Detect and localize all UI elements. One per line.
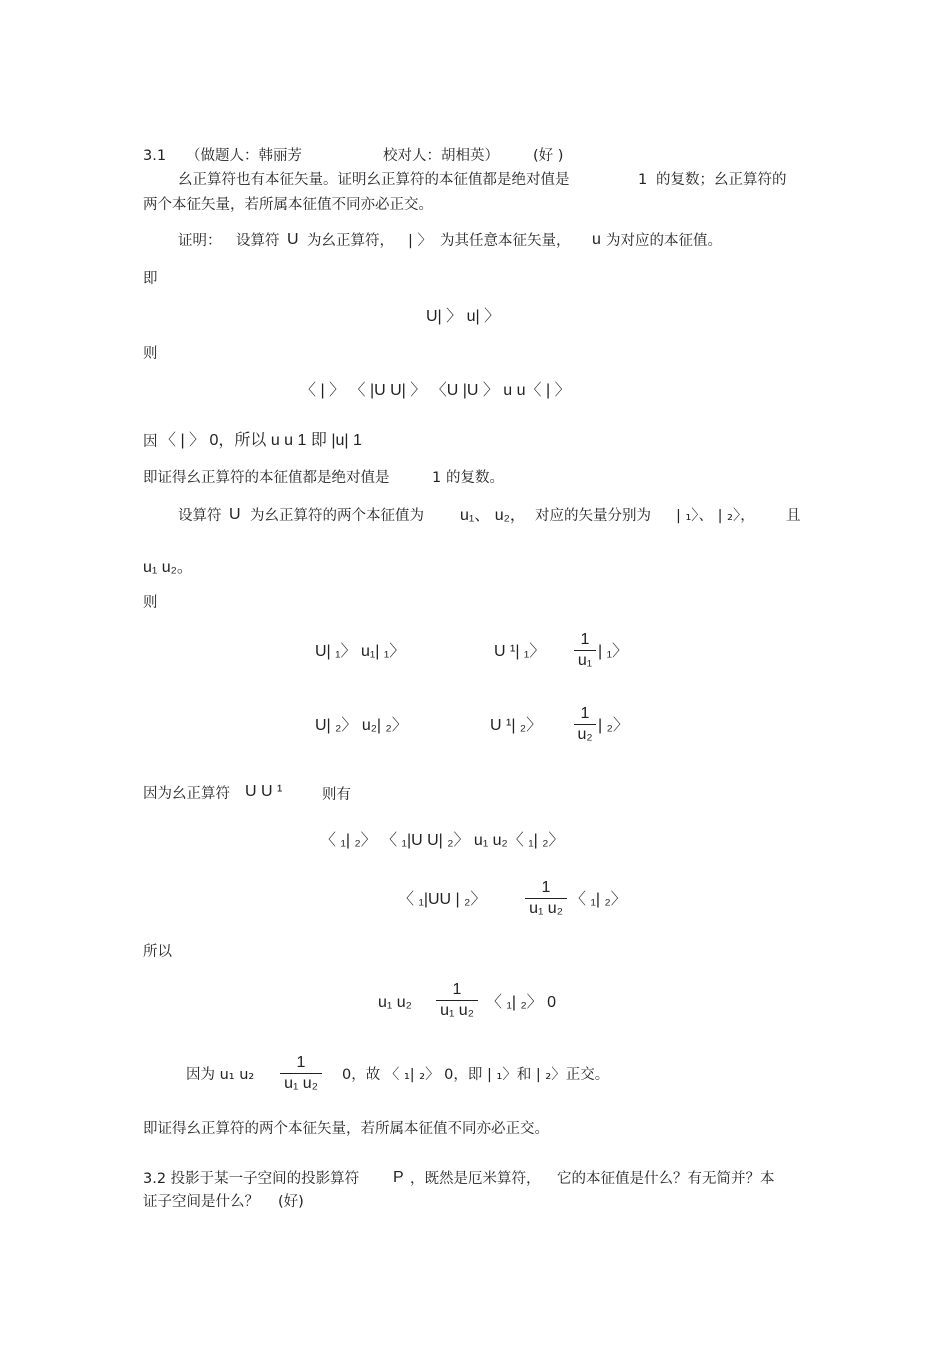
fraction-3: 1 u₁ u₂	[525, 878, 567, 919]
proof-text-d: 为对应的本征值。	[606, 233, 722, 249]
fraction-2: 1 u₂	[574, 704, 596, 745]
label-ji: 即	[143, 271, 158, 287]
equation-5-left: u₁ u₂	[378, 994, 412, 1011]
problem-text-b: 的复数；幺正算符的	[656, 172, 787, 188]
proof-text-b: 为幺正算符，	[307, 233, 394, 249]
set-text-a: 设算符	[178, 508, 222, 524]
conclusion-1a: 即证得幺正算符的本征值都是绝对值是	[143, 470, 390, 486]
set-eigenvalues: u₁、 u₂，	[460, 507, 526, 524]
because2-text-b: 0，故 〈 ₁| ₂〉 0，即 | ₁〉和 | ₂〉正交。	[342, 1067, 610, 1083]
q32-operator-P: P	[393, 1169, 404, 1186]
set-text-b: 为幺正算符的两个本征值为	[250, 508, 424, 524]
eigen-eq-2: U| ₂〉 u₂| ₂〉	[315, 717, 408, 734]
set-text-c: 对应的矢量分别为	[535, 508, 651, 524]
equation-eigen: U| 〉 u| 〉	[426, 308, 501, 325]
conclusion-1b: 的复数。	[446, 470, 504, 486]
because-text-b: 则有	[322, 787, 351, 803]
inequality: u₁ u₂。	[143, 559, 193, 576]
label-ze: 则	[143, 346, 158, 362]
operator-U: U	[287, 231, 299, 248]
problem-text-one: 1	[638, 172, 648, 188]
q32-rating: (好)	[278, 1194, 304, 1210]
problem-text-c: 两个本征矢量，若所属本征值不同亦必正交。	[143, 197, 433, 213]
problem-number: 3.1	[143, 148, 167, 164]
conclusion-1-one: 1	[432, 470, 442, 486]
equation-5-right: 〈 ₁| ₂〉 0	[486, 994, 557, 1011]
fraction-5: 1 u₁ u₂	[280, 1053, 322, 1094]
eigenvalue-u: u	[592, 231, 601, 248]
because-text-a: 因为幺正算符	[143, 786, 230, 802]
inverse-eq-1-ket: | ₁〉	[598, 643, 629, 660]
inverse-eq-1: U ¹| ₁〉	[494, 643, 546, 660]
q32-text-b: ，既然是厄米算符，	[410, 1171, 541, 1187]
equation-4-left: 〈 ₁|UU | ₂〉	[398, 891, 487, 908]
q32-text-c: 它的本征值是什么？有无简并？本	[557, 1171, 775, 1187]
set-vectors: | ₁〉、 | ₂〉，	[676, 508, 755, 524]
conclusion-2: 即证得幺正算符的两个本征矢量，若所属本征值不同亦必正交。	[143, 1121, 549, 1137]
fraction-1: 1 u₁	[574, 630, 596, 671]
proof-label: 证明：	[178, 233, 222, 249]
label-ze-2: 则	[143, 595, 158, 611]
equation-norm: 〈 | 〉 〈 |U U| 〉 〈U |U 〉 u u〈 | 〉	[300, 382, 571, 399]
rating-label: (好 )	[533, 148, 564, 164]
inverse-eq-2-ket: | ₂〉	[598, 717, 629, 734]
label-suoyi: 所以	[143, 944, 172, 960]
proof-text-a: 设算符	[236, 233, 280, 249]
ket-symbol: | 〉	[408, 233, 432, 249]
proof-text-c: 为其任意本征矢量，	[440, 233, 571, 249]
author-label: （做题人：韩丽芳	[186, 148, 302, 164]
label-yin: 因	[143, 434, 158, 450]
because-equation: U U ¹	[245, 783, 283, 800]
because2-text-a: 因为 u₁ u₂	[186, 1067, 255, 1083]
equation-inner-product: 〈 ₁| ₂〉 〈 ₁|U U| ₂〉 u₁ u₂〈 ₁| ₂〉	[320, 832, 565, 849]
checker-label: 校对人：胡相英）	[383, 148, 499, 164]
inverse-eq-2: U ¹| ₂〉	[490, 717, 543, 734]
q32-text-a: 3.2 投影于某一子空间的投影算符	[143, 1171, 360, 1187]
q32-text-d: 证子空间是什么？	[143, 1194, 259, 1210]
equation-modulus: 〈 | 〉 0，所以 u u 1 即 |u| 1	[160, 432, 362, 449]
set-text-d: 且	[786, 508, 801, 524]
problem-text-a: 幺正算符也有本征矢量。证明幺正算符的本征值都是绝对值是	[178, 172, 570, 188]
set-operator-U: U	[229, 506, 241, 523]
eigen-eq-1: U| ₁〉 u₁| ₁〉	[315, 643, 406, 660]
equation-4-right: 〈 ₁| ₂〉	[570, 891, 627, 908]
fraction-4: 1 u₁ u₂	[436, 980, 478, 1021]
